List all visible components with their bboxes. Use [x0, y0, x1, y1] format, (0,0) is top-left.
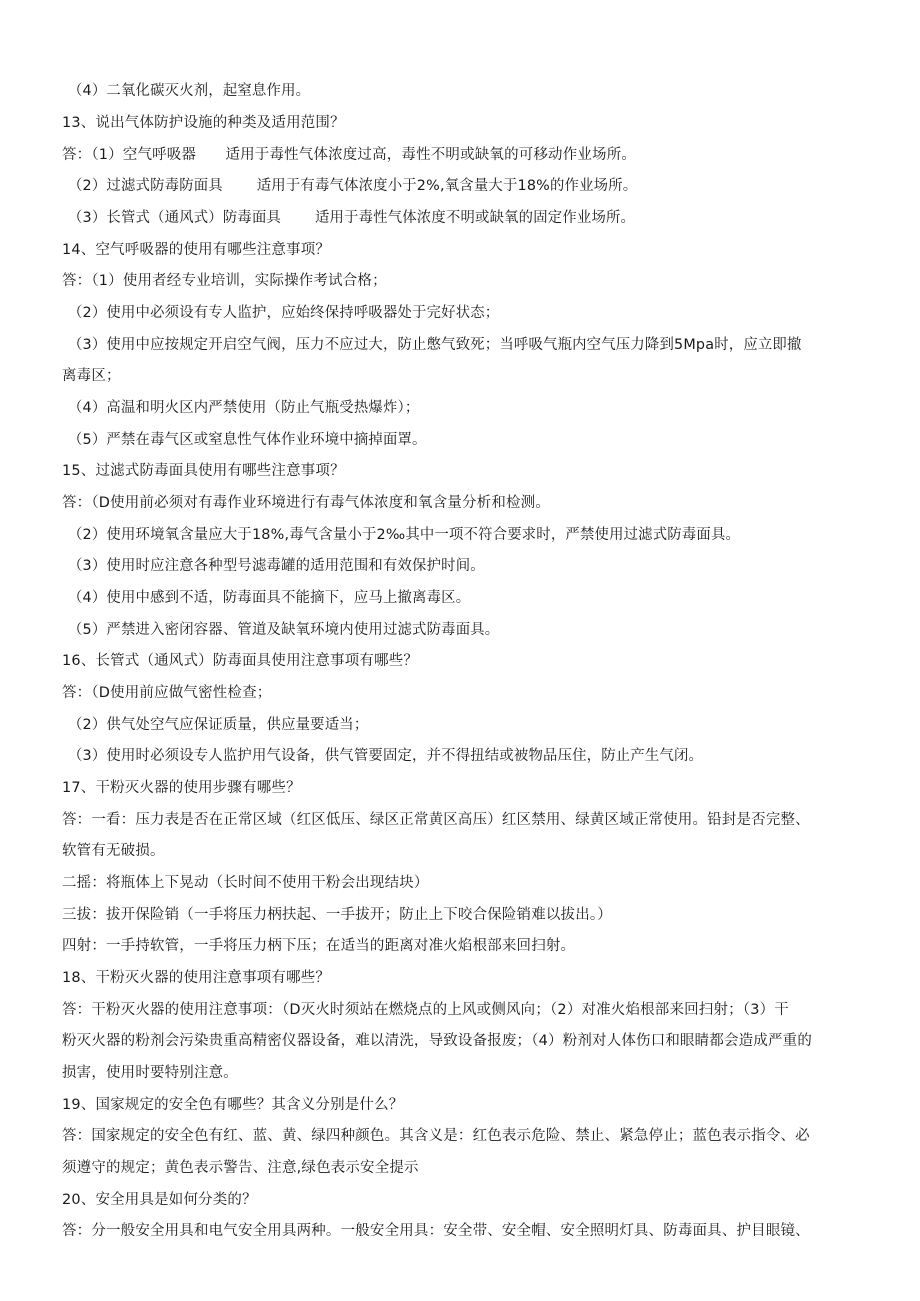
text-line: （4）使用中感到不适，防毒面具不能摘下，应马上撤离毒区。	[68, 590, 471, 606]
text-line: 损害，使用时要特别注意。	[62, 1065, 238, 1081]
text-line: （4）高温和明火区内严禁使用（防止气瓶受热爆炸）；	[68, 400, 420, 416]
text-line: 四射：一手持软管，一手将压力柄下压；在适当的距离对准火焰根部来回扫射。	[62, 938, 576, 954]
question-heading: 16、长管式（通风式）防毒面具使用注意事项有哪些？	[62, 653, 419, 669]
text-line: 离毒区；	[62, 368, 121, 384]
text-line: （2）使用环境氧含量应大于18%,毒气含量小于2‰其中一项不符合要求时，严禁使用过滤式防毒面具。	[68, 527, 741, 543]
answer-line: 答：国家规定的安全色有红、蓝、黄、绿四种颜色。其含义是：红色表示危险、禁止、紧急停止；蓝色表示指令、必	[62, 1128, 810, 1144]
text-line: 须遵守的规定；黄色表示警告、注意,绿色表示安全提示	[62, 1160, 419, 1176]
text-line: （3）使用时应注意各种型号滤毒罐的适用范围和有效保护时间。	[68, 558, 485, 574]
answer-line: 答：分一般安全用具和电气安全用具两种。一般安全用具：安全带、安全帽、安全照明灯具、防毒面具、护目眼镜、	[62, 1223, 810, 1239]
question-heading: 20、安全用具是如何分类的？	[62, 1192, 257, 1208]
text-line: 二摇：将瓶体上下晃动（长时间不使用干粉会出现结块）	[62, 875, 429, 891]
answer-line: 答：（D使用前应做气密性检查；	[62, 685, 272, 701]
text-line: （2）使用中必须设有专人监护，应始终保持呼吸器处于完好状态；	[68, 305, 500, 321]
text-line: 粉灭火器的粉剂会污染贵重高精密仪器设备，难以清洗，导致设备报废；（4）粉剂对人体伤口和眼睛都会造成严重的	[62, 1033, 812, 1049]
text-line: （3）使用中应按规定开启空气阀，压力不应过大，防止憋气致死；当呼吸气瓶内空气压力降到5Mpa时，应立即撤	[68, 337, 802, 353]
text-line: （3）使用时必须设专人监护用气设备，供气管要固定，并不得扭结或被物品压住，防止产生气闭。	[68, 748, 704, 764]
answer-line: 答：（D使用前必须对有毒作业环境进行有毒气体浓度和氧含量分析和检测。	[62, 495, 550, 511]
text-line: （2）过滤式防毒防面具 适用于有毒气体浓度小于2%,氧含量大于18%的作业场所。	[68, 178, 638, 194]
question-heading: 13、说出气体防护设施的种类及适用范围？	[62, 115, 345, 131]
question-heading: 14、空气呼吸器的使用有哪些注意事项？	[62, 242, 331, 258]
answer-line: 答：干粉灭火器的使用注意事项：（D灭火时须站在燃烧点的上风或侧风向；（2）对准火焰根部来回扫射；（3）干	[62, 1002, 789, 1018]
question-heading: 19、国家规定的安全色有哪些？其含义分别是什么？	[62, 1097, 404, 1113]
text-line: （5）严禁进入密闭容器、管道及缺氧环境内使用过滤式防毒面具。	[68, 622, 500, 638]
answer-line: 答：一看：压力表是否在正常区域（红区低压、绿区正常黄区高压）红区禁用、绿黄区域正常使用。铅封是否完整、	[62, 812, 810, 828]
text-line: （5）严禁在毒气区或窒息性气体作业环境中摘掉面罩。	[68, 432, 427, 448]
text-line: 三拔：拔开保险销（一手将压力柄扶起、一手拔开；防止上下咬合保险销难以拔出。）	[62, 907, 612, 923]
question-heading: 18、干粉灭火器的使用注意事项有哪些？	[62, 970, 331, 986]
question-heading: 15、过滤式防毒面具使用有哪些注意事项？	[62, 463, 345, 479]
answer-line: 答：（1）使用者经专业培训，实际操作考试合格；	[62, 273, 387, 289]
text-line: （2）供气处空气应保证质量，供应量要适当；	[68, 717, 369, 733]
answer-line: 答：（1）空气呼吸器 适用于毒性气体浓度过高，毒性不明或缺氧的可移动作业场所。	[62, 147, 637, 163]
text-line: （3）长管式（通风式）防毒面具 适用于毒性气体浓度不明或缺氧的固定作业场所。	[68, 210, 636, 226]
text-line: 软管有无破损。	[62, 843, 165, 859]
question-heading: 17、干粉灭火器的使用步骤有哪些？	[62, 780, 301, 796]
text-line: （4）二氧化碳灭火剂，起窒息作用。	[68, 83, 311, 99]
